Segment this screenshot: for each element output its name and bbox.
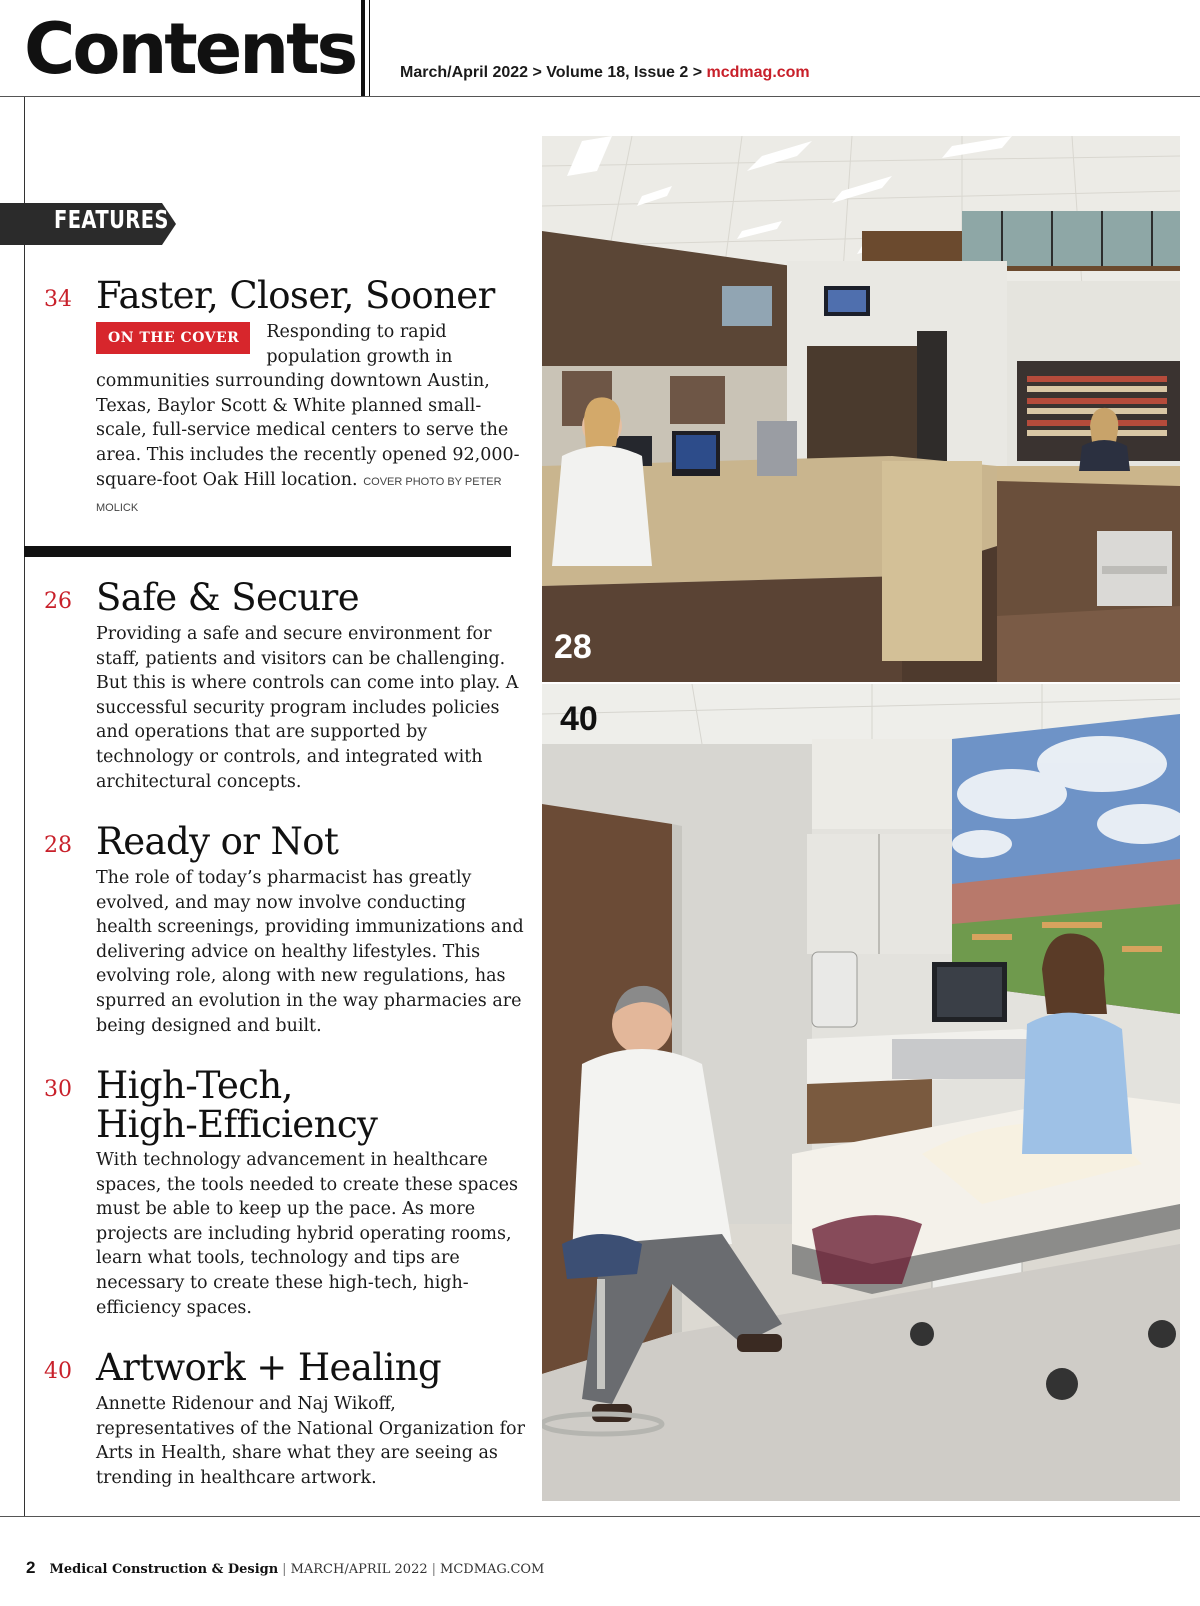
header-rule <box>0 96 1200 97</box>
article-title[interactable]: Artwork + Healing <box>96 1346 442 1389</box>
exam-room-illustration <box>542 684 1180 1501</box>
footer-site[interactable]: MCDMAG.COM <box>440 1562 545 1577</box>
issue-label: March/April 2022 > Volume 18, Issue 2 > <box>400 64 707 81</box>
section-divider <box>24 546 511 557</box>
exam-room-photo[interactable] <box>542 684 1180 1501</box>
photo-page-number-40: 40 <box>560 700 598 738</box>
issue-info <box>400 64 810 82</box>
article-summary: Annette Ridenour and Naj Wikoff, representatives of the National Organization for Arts in Health, share what they are seeing as trending in healthcare artwork. <box>96 1394 525 1488</box>
article-summary: Providing a safe and secure environment for staff, patients and visitors can be challenging. But this is where controls can come into play. A successful security program includes policies and operations that are supported by technology or controls, and integrated with architectural concepts. <box>96 624 519 792</box>
article-body-text: Responding to rapid population growth in communities surrounding downtown Austin, Texas, Baylor Scott & White planned small-scale, full-service medical centers to serve the area. This includes the recently opened 92,000-square-foot Oak Hill location. <box>96 322 520 490</box>
cover-photo-credit: COVER PHOTO BY PETER MOLICK <box>96 475 502 515</box>
footer-magazine-name: Medical Construction & Design <box>49 1562 279 1577</box>
left-margin-rule <box>24 97 25 1517</box>
header-divider <box>361 0 365 97</box>
pharmacy-photo[interactable] <box>542 136 1180 682</box>
article-title[interactable]: Safe & Secure <box>96 576 360 619</box>
on-the-cover-badge: ON THE COVER <box>96 322 250 354</box>
article-title-line: High-Efficiency <box>96 1103 378 1146</box>
site-link[interactable]: mcdmag.com <box>706 64 810 81</box>
features-label: FEATURES <box>54 205 169 234</box>
footer-separator: | <box>282 1562 287 1577</box>
footer-rule <box>0 1516 1200 1517</box>
pharmacy-illustration <box>542 136 1180 682</box>
article-page-number: 30 <box>44 1077 72 1102</box>
footer-page-number: 2 <box>26 1558 36 1577</box>
article-summary: The role of today’s pharmacist has greatly evolved, and may now involve conducting health screenings, providing immunizations and delivering advice on healthy lifestyles. This evolving role, along with new regulations, has spurred an evolution in the way pharmacies are being designed and built. <box>96 868 524 1036</box>
page-title: Contents <box>24 8 356 90</box>
header-divider-thin <box>369 0 370 97</box>
footer-date: MARCH/APRIL 2022 <box>290 1562 428 1577</box>
article-title-line: High-Tech, <box>96 1064 293 1107</box>
article-page-number: 40 <box>44 1359 72 1384</box>
article-title[interactable]: Faster, Closer, Sooner <box>96 274 495 317</box>
article-summary <box>96 320 526 521</box>
article-page-number: 28 <box>44 833 72 858</box>
article-page-number: 26 <box>44 589 72 614</box>
article-summary: With technology advancement in healthcare spaces, the tools needed to create these spaces must be able to keep up the pace. As more projects are including hybrid operating rooms, learn what tools, technology and tips are necessary to create these high-tech, high-efficiency spaces. <box>96 1150 519 1318</box>
photo-page-number-28: 28 <box>554 628 592 666</box>
page-footer <box>26 1558 544 1578</box>
footer-separator: | <box>431 1562 437 1577</box>
article-title[interactable] <box>96 1066 377 1144</box>
article-page-number: 34 <box>44 287 72 312</box>
article-title[interactable]: Ready or Not <box>96 820 339 863</box>
